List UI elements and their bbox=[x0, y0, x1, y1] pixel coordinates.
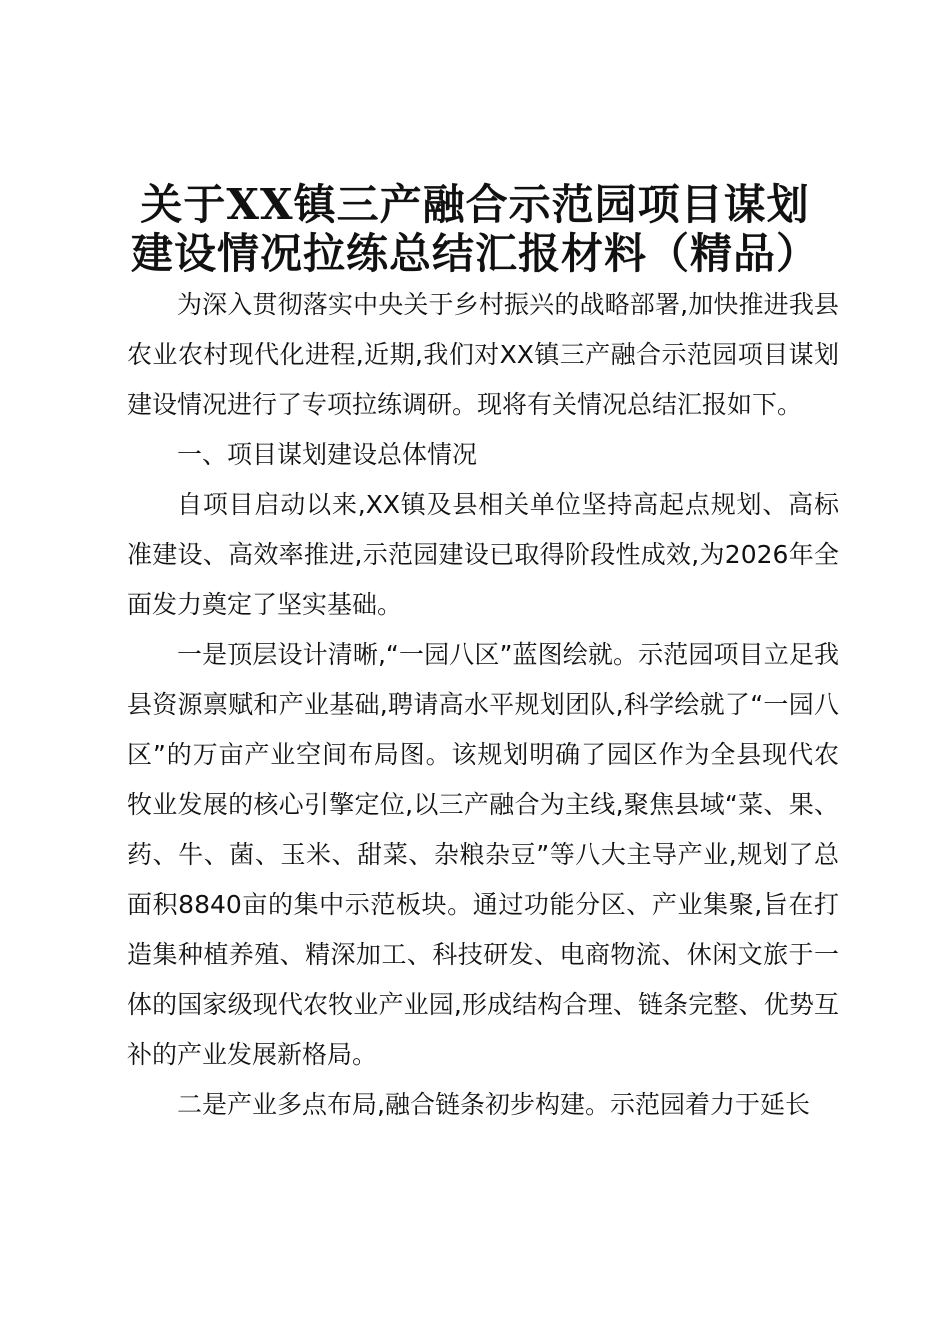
overview-paragraph: 自项目启动以来,XX镇及县相关单位坚持高起点规划、高标准建设、高效率推进,示范园建设已取得阶段性成效,为2026年全面发力奠定了坚实基础。 bbox=[127, 490, 839, 619]
document-title: 关于XX镇三产融合示范园项目谋划建设情况拉练总结汇报材料（精品） bbox=[130, 180, 819, 278]
document-body bbox=[127, 280, 839, 1130]
point-one-paragraph: 一是顶层设计清晰,“一园八区”蓝图绘就。示范园项目立足我县资源禀赋和产业基础,聘请高水平规划团队,科学绘就了“一园八区”的万亩产业空间布局图。该规划明确了园区作为全县现代农牧业发展的核心引擎定位,以三产融合为主线,聚焦县域“菜、果、药、牛、菌、玉米、甜菜、杂粮杂豆”等八大主导产业,规划了总面积8840亩的集中示范板块。通过功能分区、产业集聚,旨在打造集种植养殖、精深加工、科技研发、电商物流、休闲文旅于一体的国家级现代农牧业产业园,形成结构合理、链条完整、优势互补的产业发展新格局。 bbox=[127, 640, 839, 1069]
point-two-paragraph: 二是产业多点布局,融合链条初步构建。示范园着力于延长 bbox=[177, 1090, 810, 1119]
intro-paragraph: 为深入贯彻落实中央关于乡村振兴的战略部署,加快推进我县农业农村现代化进程,近期,我们对XX镇三产融合示范园项目谋划建设情况进行了专项拉练调研。现将有关情况总结汇报如下。 bbox=[127, 290, 839, 419]
section-heading: 一、项目谋划建设总体情况 bbox=[177, 440, 478, 469]
